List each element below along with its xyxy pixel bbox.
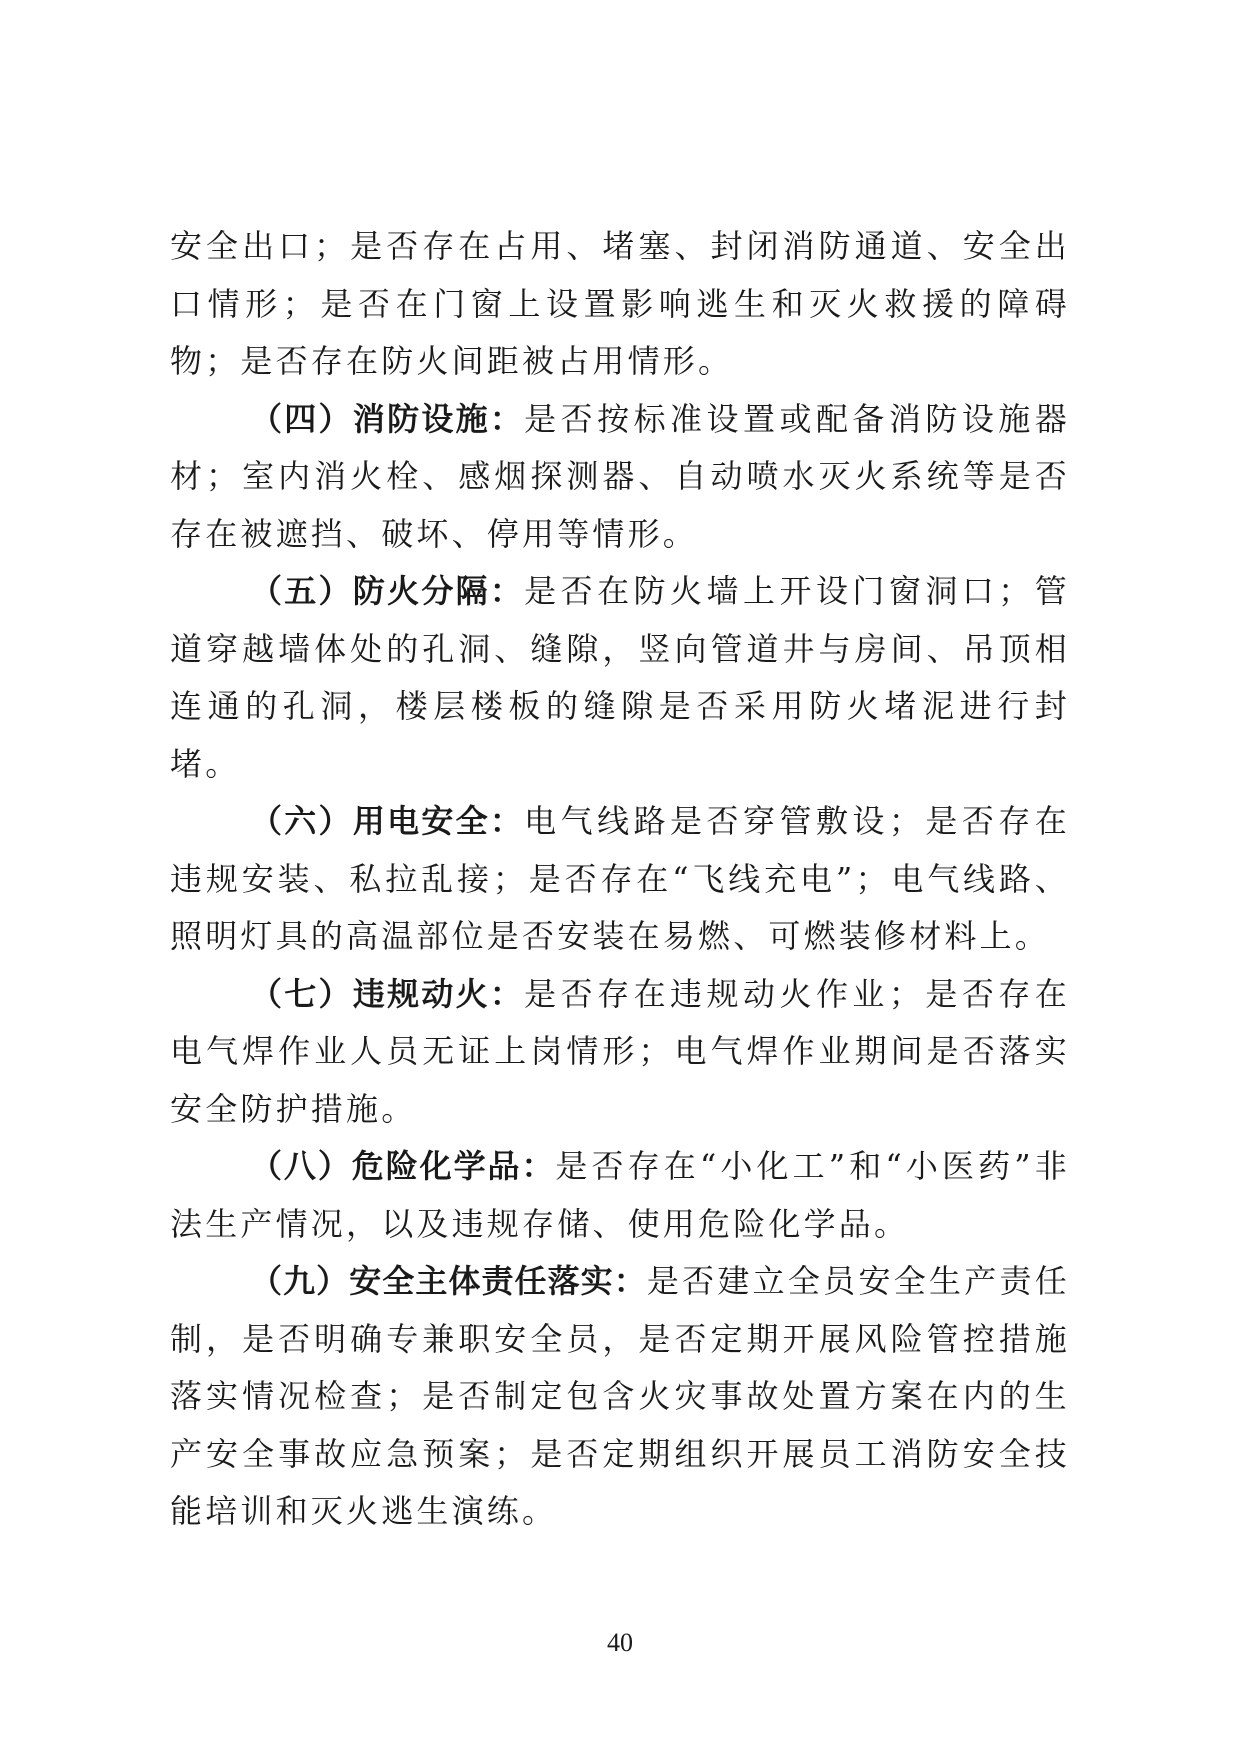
paragraph-illegal-hot-work — [170, 966, 1070, 1139]
paragraph-electrical-safety — [170, 793, 1070, 966]
paragraph-continuation — [170, 218, 1070, 391]
section-heading: （六）用电安全： — [250, 802, 525, 840]
paragraph-safety-responsibility — [170, 1253, 1070, 1541]
paragraph-body: 电气线路是否穿管敷设；是否存在违规安装、私拉乱接；是否存在“飞线充电”；电气线路、照明灯具的高温部位是否安装在易燃、可燃装修材料上。 — [170, 802, 1070, 955]
paragraph-hazardous-chemicals — [170, 1138, 1070, 1253]
paragraph-body: 是否存在“小化工”和“小医药”非法生产情况，以及违规存储、使用危险化学品。 — [170, 1147, 1070, 1243]
section-heading: （八）危险化学品： — [250, 1147, 556, 1185]
paragraph-fire-separation — [170, 563, 1070, 793]
section-heading: （七）违规动火： — [250, 974, 525, 1013]
paragraph-body: 安全出口；是否存在占用、堵塞、封闭消防通道、安全出口情形；是否在门窗上设置影响逃生和灭火救援的障碍物；是否存在防火间距被占用情形。 — [170, 227, 1070, 380]
section-heading: （五）防火分隔： — [250, 572, 525, 610]
section-heading: （九）安全主体责任落实： — [250, 1262, 647, 1300]
paragraph-body: 是否按标准设置或配备消防设施器材；室内消火栓、感烟探测器、自动喷水灭火系统等是否存在被遮挡、破坏、停用等情形。 — [170, 399, 1070, 553]
paragraph-body: 是否在防火墙上开设门窗洞口；管道穿越墙体处的孔洞、缝隙，竖向管道井与房间、吊顶相连通的孔洞，楼层楼板的缝隙是否采用防火堵泥进行封堵。 — [170, 572, 1070, 783]
body-text — [170, 218, 1070, 1541]
paragraph-fire-facilities — [170, 391, 1070, 564]
section-heading: （四）消防设施： — [250, 399, 525, 438]
paragraph-body: 是否建立全员安全生产责任制，是否明确专兼职安全员，是否定期开展风险管控措施落实情况检查；是否制定包含火灾事故处置方案在内的生产安全事故应急预案；是否定期组织开展员工消防安全技能培训和灭火逃生演练。 — [170, 1262, 1070, 1530]
page-number: 40 — [607, 1628, 633, 1657]
paragraph-body: 是否存在违规动火作业；是否存在电气焊作业人员无证上岗情形；电气焊作业期间是否落实安全防护措施。 — [170, 974, 1070, 1128]
